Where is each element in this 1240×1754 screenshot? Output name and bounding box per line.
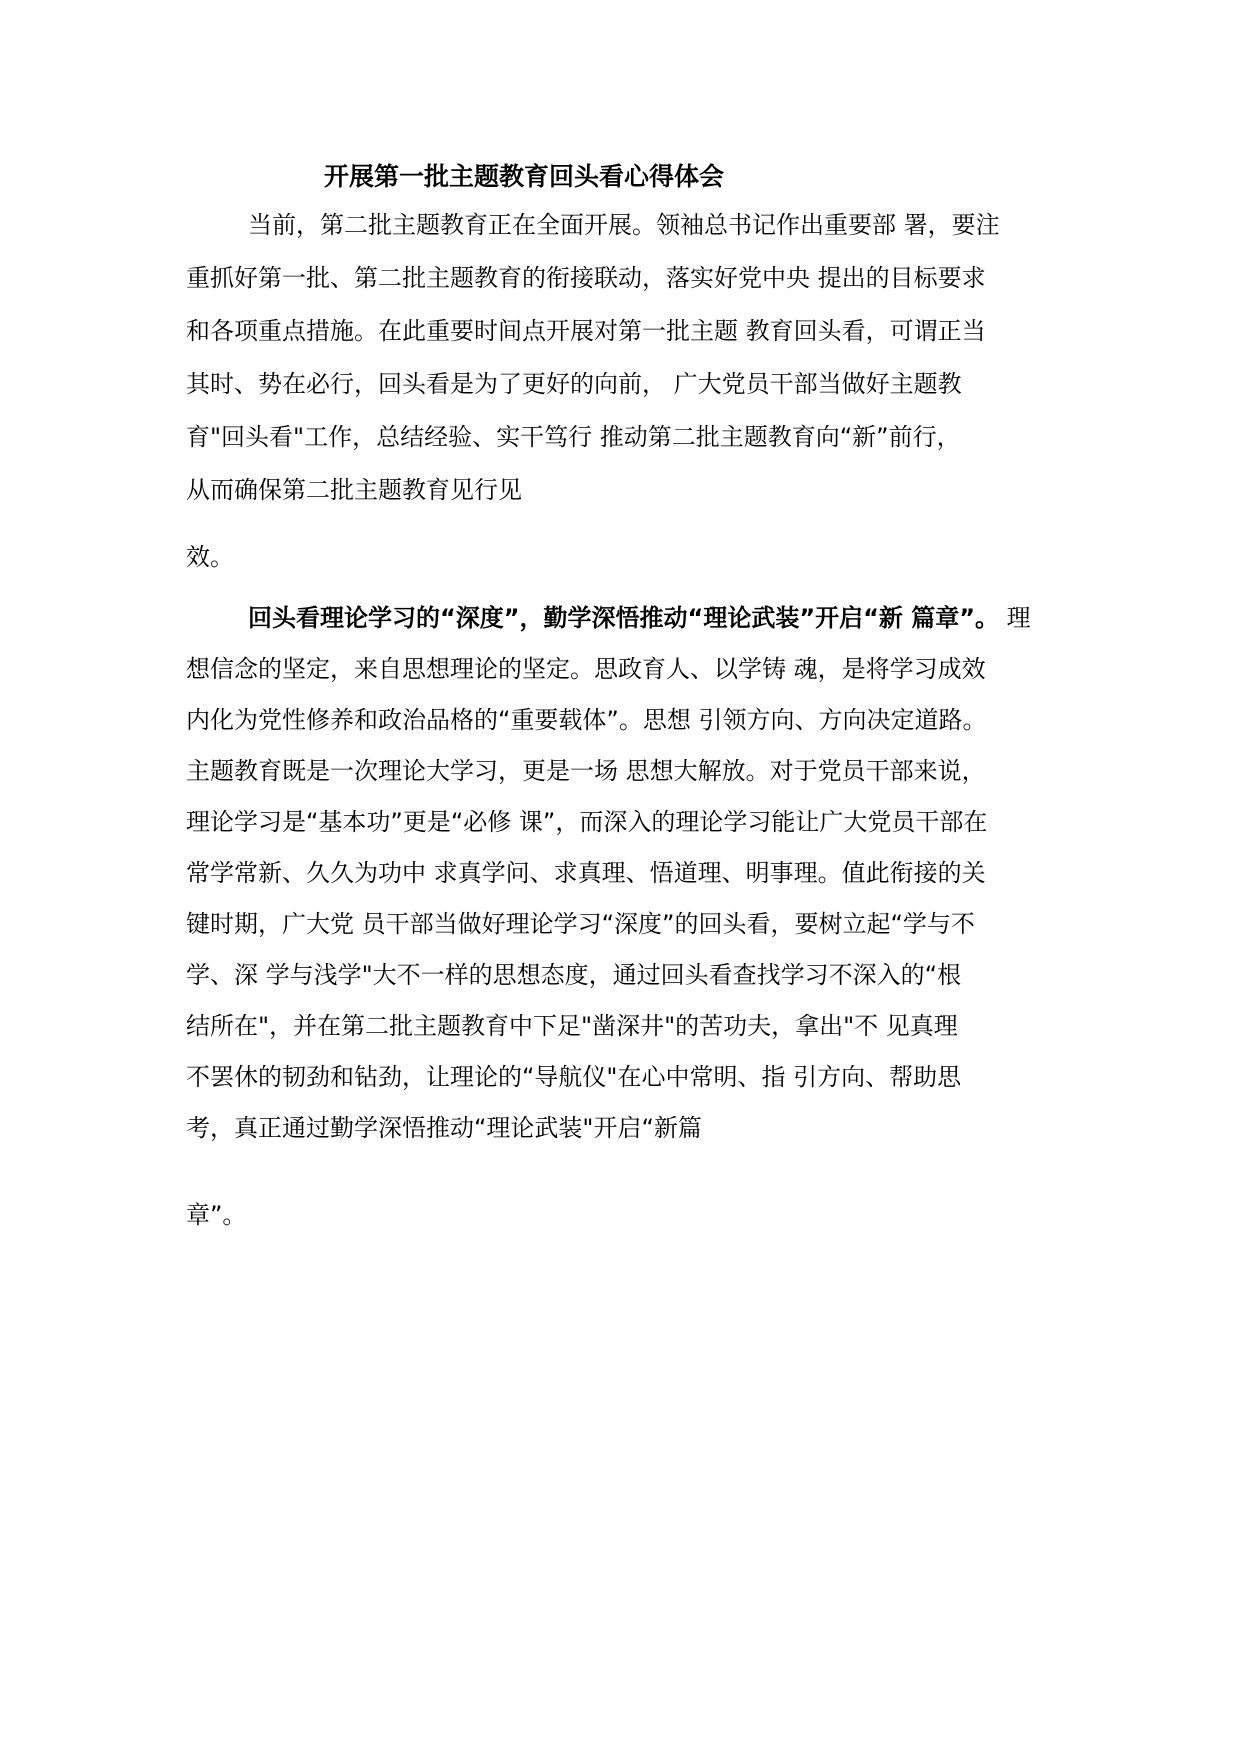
paragraph-2-line: 内化为党性修养和政治品格的“重要载体”。思想 引领方向、方向决定道路。 <box>186 706 987 734</box>
paragraph-2-end <box>186 1198 1066 1233</box>
paragraph-2 <box>186 601 1066 1162</box>
paragraph-1 <box>186 208 1066 526</box>
paragraph-2-line: 考，真正通过勤学深悟推动“理论武装"开启“新篇 <box>186 1114 702 1142</box>
paragraph-1-line: 当前，第二批主题教育正在全面开展。领袖总书记作出重要部 署，要注 <box>248 211 1000 239</box>
paragraph-2-first-line-rest: 理 <box>999 604 1031 632</box>
paragraph-2-first-line <box>186 601 1066 636</box>
paragraph-2-line: 键时期，广大党 员干部当做好理论学习“深度”的回头看，要树立起“学与不 <box>186 910 975 938</box>
paragraph-1-line: 和各项重点措施。在此重要时间点开展对第一批主题 教育回头看，可谓正当 <box>186 317 986 345</box>
paragraph-1-line: 育"回头看"工作，总结经验、实干笃行 推动第二批主题教育向“新”前行， <box>186 423 961 451</box>
paragraph-2-line: 学、深 学与浅学"大不一样的思想态度，通过回头看查找学习不深入的“根 <box>186 961 962 989</box>
paragraph-1-end-line: 效。 <box>186 543 234 571</box>
paragraph-2-line: 结所在"，并在第二批主题教育中下足"凿深井"的苦功夫，拿出"不 见真理 <box>186 1012 958 1040</box>
paragraph-2-end-line: 章”。 <box>186 1201 247 1229</box>
paragraph-1-line: 从而确保第二批主题教育见行见 <box>186 476 522 504</box>
paragraph-2-line: 不罢休的韧劲和钻劲，让理论的“导航仪"在心中常明、指 引方向、帮助思 <box>186 1063 962 1091</box>
paragraph-1-line: 重抓好第一批、第二批主题教育的衔接联动，落实好党中央 提出的目标要求 <box>186 264 986 292</box>
paragraph-2-line: 想信念的坚定，来自思想理论的坚定。思政育人、以学铸 魂，是将学习成效 <box>186 655 986 683</box>
paragraph-2-line: 主题教育既是一次理论大学习，更是一场 思想大解放。对于党员干部来说， <box>186 757 986 785</box>
section-heading: 回头看理论学习的“深度”，勤学深悟推动“理论武装”开启“新 篇章”。 <box>248 604 999 632</box>
paragraph-2-line: 常学常新、久久为功中 求真学问、求真理、悟道理、明事理。值此衔接的关 <box>186 859 986 887</box>
paragraph-2-line: 理论学习是“基本功”更是“必修 课”，而深入的理论学习能让广大党员干部在 <box>186 808 988 836</box>
paragraph-1-line: 其时、势在必行，回头看是为了更好的向前， 广大党员干部当做好主题教 <box>186 370 962 398</box>
paragraph-1-end <box>186 540 1066 575</box>
document-title: 开展第一批主题教育回头看心得体会 <box>324 162 725 191</box>
